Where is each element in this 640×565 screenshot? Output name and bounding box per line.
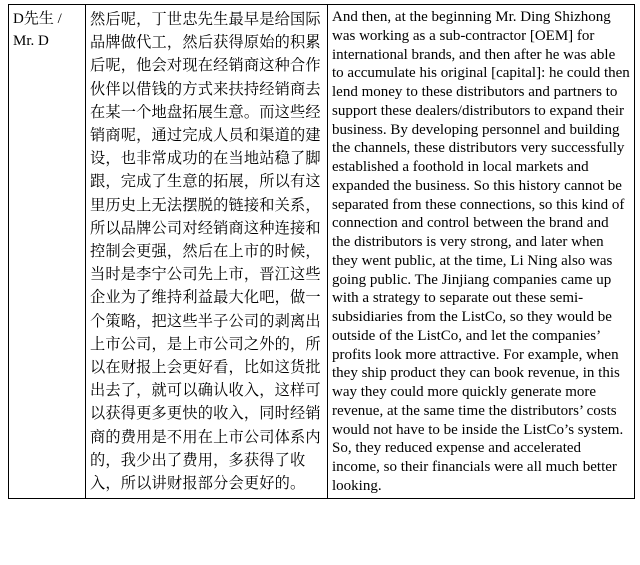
speaker-cell: [9, 5, 86, 499]
english-text-cell: [328, 5, 635, 499]
speaker-label-zh: D先生 /: [13, 11, 62, 27]
speaker-label-en: Mr. D: [13, 33, 49, 49]
chinese-transcript-text: 然后呢，丁世忠先生最早是给国际品牌做代工，然后获得原始的积累后呢，他会对现在经销商这种合作伙伴以借钱的方式来扶持经销商去在某一个地盘拓展生意。而这些经销商呢，通过完成人员和渠道的建设，也非常成功的在当地站稳了脚跟，完成了生意的拓展，所以有这里历史上无法摆脱的链接和关系，所以品牌公司对经销商这种连接和控制会更强，然后在上市的时候，当时是李宁公司先上市，晋江这些企业为了维持利益最大化吧，做一个策略，把这些半子公司的剥离出上市公司，是上市公司之外的，所以在财报上会更好看，比如这货批出去了，就可以确认收入，这样可以获得更多更快的收入，同时经销商的费用是不用在上市公司体系内的，我少出了费用，多获得了收入，所以讲财报部分会更好的。: [90, 11, 321, 493]
transcript-row: [9, 5, 635, 499]
english-translation-text: And then, at the beginning Mr. Ding Shizhong was working as a sub-contractor [OEM] for international brands, and then after he was able to accumulate his original [capital]: he could then lend money to these distributors and partners to support these dealers/distributors to expand their business. By developing personnel and building the channels, these distributors very successfully established a foothold in local markets and expanded the business. So this history cannot be separated from these connections, so this kind of connection and control between the brand and the distributors is very strong, and later when they went public, at the time, Li Ning also was going public. The Jinjiang companies came up with a strategy to separate out these semi-subsidiaries from the ListCo, so they would be outside of the ListCo, and let the companies’ profits look more attractive. For example, when they ship product they can book revenue, in this way they could more quickly generate more revenue, at the same time the distributors’ costs would not have to be inside the ListCo’s system. So, they reduced expense and accelerated income, so their financials were all much better looking.: [332, 9, 630, 494]
transcript-table: [8, 4, 635, 499]
chinese-text-cell: [86, 5, 328, 499]
